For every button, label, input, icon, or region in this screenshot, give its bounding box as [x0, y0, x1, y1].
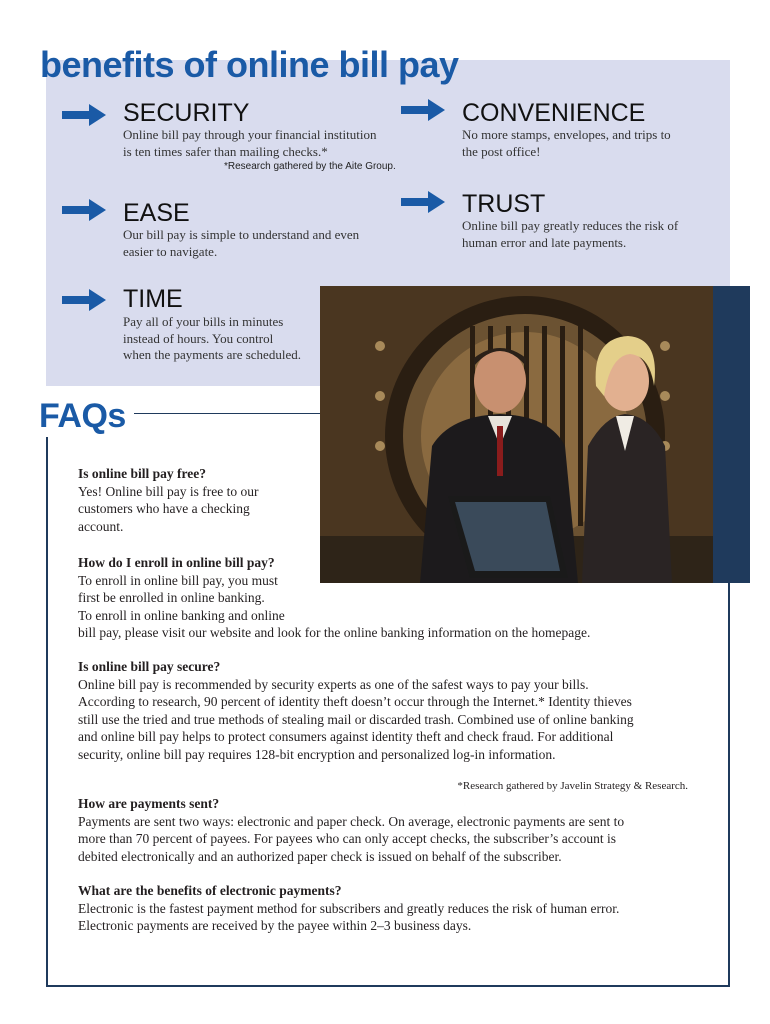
faq-item	[78, 554, 590, 642]
right-arrow-icon	[62, 104, 106, 126]
page-title: benefits of online bill pay	[40, 44, 459, 85]
faq-answer: Online bill pay is recommended by security experts as one of the safest ways to pay your bills. According to research, 90 percent of identity theft doesn’t occur through the Internet.* Identity thieves still use the tried and true methods of stealing mail or discarded trash. Combined use of online banking and online bill pay helps to protect consumers against identity theft and check fraud. For additional security, online bill pay requires 128-bit encryption and personalized log-in information.	[78, 676, 634, 762]
security-heading: SECURITY	[123, 99, 250, 127]
faq-answer: Electronic is the fastest payment method for subscribers and greatly reduces the risk of human error. Electronic payments are received by the payee within 2–3 business days.	[78, 900, 620, 933]
faq-item	[78, 882, 619, 935]
faq-question: Is online bill pay free?	[78, 466, 207, 481]
faq-research-note: *Research gathered by Javelin Strategy & Research.	[457, 780, 688, 792]
faq-item	[78, 658, 634, 763]
right-arrow-icon	[401, 99, 445, 121]
faq-answer: Yes! Online bill pay is free to our customers who have a checking account.	[78, 483, 259, 534]
faq-title: FAQs	[39, 395, 134, 437]
faq-item	[78, 465, 258, 535]
faq-question: How do I enroll in online bill pay?	[78, 555, 275, 570]
trust-description: Online bill pay greatly reduces the risk of human error and late payments.	[462, 218, 679, 250]
faq-question: What are the benefits of electronic payments?	[78, 883, 342, 898]
right-arrow-icon	[62, 289, 106, 311]
right-arrow-icon	[62, 199, 106, 221]
ease-description: Our bill pay is simple to understand and even easier to navigate.	[123, 227, 360, 259]
ease-heading: EASE	[123, 199, 190, 227]
faq-divider	[133, 413, 320, 414]
faq-answer: Payments are sent two ways: electronic and paper check. On average, electronic payments are sent to more than 70 percent of payees. For payees who can only accept checks, the subscriber’s account is debited electronically and an authorized paper check is issued on behalf of the subscriber.	[78, 813, 625, 864]
right-arrow-icon	[401, 191, 445, 213]
convenience-heading: CONVENIENCE	[462, 99, 646, 127]
time-heading: TIME	[123, 285, 183, 313]
faq-question: How are payments sent?	[78, 796, 220, 811]
security-description: Online bill pay through your financial institution is ten times safer than mailing checks.*	[123, 127, 377, 159]
faq-question: Is online bill pay secure?	[78, 659, 221, 674]
security-research-note: *Research gathered by the Aite Group.	[224, 161, 396, 172]
faq-answer: To enroll in online bill pay, you must first be enrolled in online banking. To enroll in online banking and online bill pay, please visit our website and look for the online banking information on the homepage.	[78, 572, 591, 640]
time-description: Pay all of your bills in minutes instead of hours. You control when the payments are scheduled.	[123, 314, 301, 362]
trust-heading: TRUST	[462, 190, 546, 218]
faq-item	[78, 795, 624, 865]
convenience-description: No more stamps, envelopes, and trips to the post office!	[462, 127, 671, 159]
